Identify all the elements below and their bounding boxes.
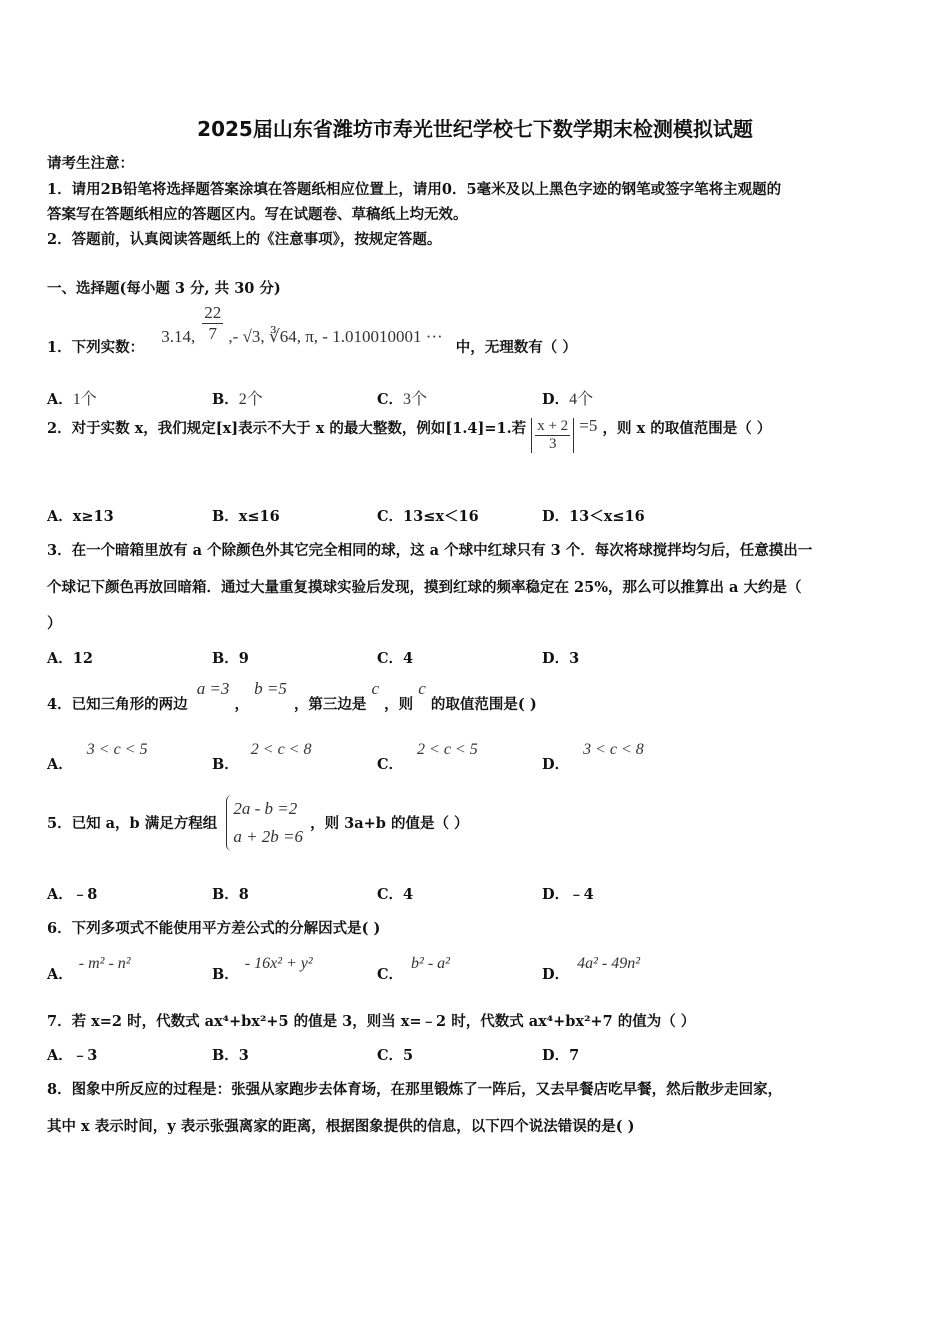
q2-option-a[interactable]: A．x≥13: [47, 508, 114, 525]
q5-eq1: 2a - b =2: [233, 799, 298, 818]
q6-option-a[interactable]: A．- m² - n²: [47, 955, 131, 983]
q7-option-b[interactable]: B．3: [212, 1047, 249, 1064]
q2-frac-den: 3: [548, 436, 557, 452]
q4-option-d[interactable]: D．3 < c < 8: [542, 741, 644, 773]
q1-math-1: 3.14,: [161, 327, 196, 346]
q1-math-2: ,- √3, ∛64, π, - 1.010010001 ···: [228, 327, 443, 346]
q2-prefix: 2．对于实数 x，我们规定[x]表示不大于 x 的最大整数，例如[1.4]=1.若: [47, 419, 527, 437]
question-2: [47, 415, 772, 453]
q1-option-c[interactable]: C．3个: [377, 391, 428, 408]
section-heading: 一、选择题(每小题 3 分, 共 30 分): [47, 280, 281, 297]
question-5: [47, 795, 469, 851]
q5-option-b[interactable]: B．8: [212, 886, 249, 903]
q2-option-b[interactable]: B．x≤16: [212, 508, 280, 525]
q2-frac-num: x + 2: [537, 418, 569, 434]
q1-fraction: [202, 303, 223, 344]
q4-option-c[interactable]: C．2 < c < 5: [377, 741, 478, 773]
q2-option-c[interactable]: C．13≤x＜16: [377, 508, 479, 525]
q1-frac-num: 22: [204, 303, 222, 322]
q3-option-d[interactable]: D．3: [542, 650, 580, 667]
q7-option-d[interactable]: D．7: [542, 1047, 580, 1064]
q3-option-b[interactable]: B．9: [212, 650, 249, 667]
q6-option-b[interactable]: B．- 16x² + y²: [212, 955, 313, 983]
q5-eq2: a + 2b =6: [233, 827, 304, 846]
notice-heading: 请考生注意：: [47, 155, 134, 172]
q2-fraction: [535, 418, 570, 453]
q3-line-3: ）: [47, 615, 62, 632]
notice-line-2: 答案写在答题纸相应的答题区内。写在试题卷、草稿纸上均无效。: [47, 206, 468, 223]
q2-equals: =5: [579, 415, 598, 435]
q6-option-c[interactable]: C．b² - a²: [377, 955, 450, 983]
q1-option-a[interactable]: A．1个: [47, 391, 97, 408]
q7-option-a[interactable]: A．﹣3: [47, 1047, 98, 1064]
q3-line-2: 个球记下颜色再放回暗箱．通过大量重复摸球实验后发现，摸到红球的频率稳定在 25%，那么可以推算出 a 大约是（: [47, 579, 802, 596]
q4-suffix: 的取值范围是( ): [430, 696, 537, 713]
q6-text: 6．下列多项式不能使用平方差公式的分解因式是( ): [47, 920, 381, 937]
q8-line-2: 其中 x 表示时间，y 表示张强离家的距离，根据图象提供的信息，以下四个说法错误的是( ): [47, 1118, 635, 1135]
q4-math-c: c: [371, 679, 380, 698]
q2-suffix: ，则 x 的取值范围是（ ）: [602, 419, 772, 437]
q5-option-a[interactable]: A．﹣8: [47, 886, 98, 903]
q8-line-1: 8．图象中所反应的过程是：张强从家跑步去体育场，在那里锻炼了一阵后，又去早餐店吃早餐，然后散步走回家，: [47, 1081, 783, 1098]
q4-sep: ，: [234, 696, 250, 713]
q7-text: 7．若 x=2 时，代数式 ax⁴+bx²+5 的值是 3，则当 x=﹣2 时，代数式 ax⁴+bx²+7 的值为（ ）: [47, 1013, 696, 1030]
q6-option-d[interactable]: D．4a² - 49n²: [542, 955, 640, 983]
q4-option-a[interactable]: A．3 < c < 5: [47, 741, 148, 773]
q3-option-a[interactable]: A．12: [47, 650, 93, 667]
q4-mid: ，第三边是: [293, 696, 367, 713]
q5-equation-system: [226, 795, 303, 851]
notice-line-3: 2．答题前，认真阅读答题纸上的《注意事项》，按规定答题。: [47, 231, 442, 248]
q1-option-b[interactable]: B．2个: [212, 391, 263, 408]
q1-frac-den: 7: [208, 324, 218, 343]
q1-suffix: 中，无理数有（ ）: [455, 339, 577, 356]
question-4: [47, 678, 537, 713]
q3-option-c[interactable]: C．4: [377, 650, 414, 667]
q5-suffix: ，则 3a+b 的值是（ ）: [310, 815, 469, 832]
q4-prefix: 4．已知三角形的两边: [47, 696, 188, 713]
q4-math-c2: c: [418, 679, 426, 698]
q5-option-d[interactable]: D．﹣4: [542, 886, 594, 903]
q1-prefix: 1．下列实数：: [47, 339, 145, 356]
q5-option-c[interactable]: C．4: [377, 886, 414, 903]
q7-option-c[interactable]: C．5: [377, 1047, 414, 1064]
q4-mid2: ，则: [384, 696, 414, 713]
q1-option-d[interactable]: D．4个: [542, 391, 594, 408]
q5-prefix: 5．已知 a，b 满足方程组: [47, 815, 218, 832]
q4-math-b: b =5: [254, 679, 287, 698]
q3-line-1: 3．在一个暗箱里放有 a 个除颜色外其它完全相同的球，这 a 个球中红球只有 3 个．每次将球搅拌均匀后，任意摸出一: [47, 542, 813, 559]
q2-floor-bracket: [531, 418, 574, 453]
q4-option-b[interactable]: B．2 < c < 8: [212, 741, 312, 773]
q4-math-a: a =3: [196, 679, 230, 698]
question-1: [47, 303, 577, 356]
q2-option-d[interactable]: D．13＜x≤16: [542, 508, 645, 525]
notice-line-1: 1．请用2B铅笔将选择题答案涂填在答题纸相应位置上，请用0．5毫米及以上黑色字迹的钢笔或签字笔将主观题的: [47, 181, 782, 198]
page-title: 2025届山东省潍坊市寿光世纪学校七下数学期末检测模拟试题: [197, 117, 753, 141]
